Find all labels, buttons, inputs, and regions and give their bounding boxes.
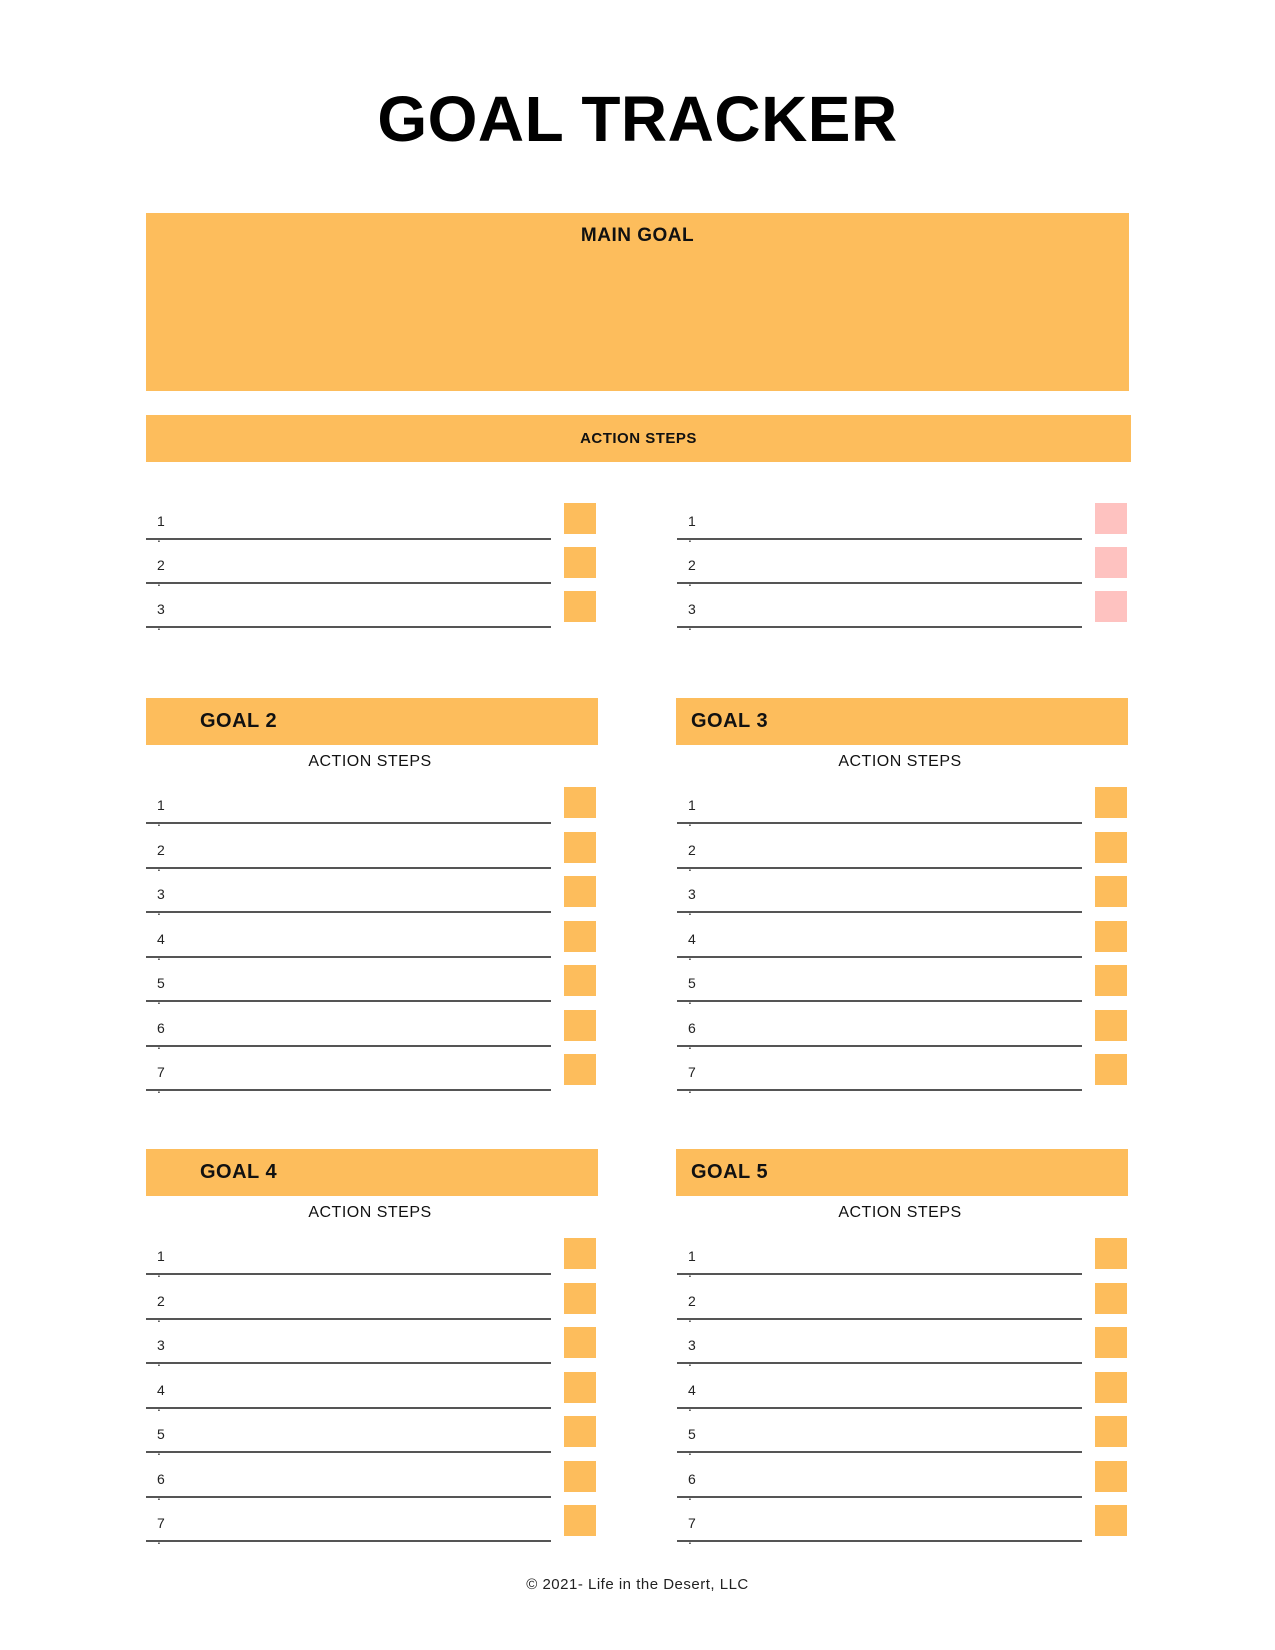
- step-number: 4 .: [157, 931, 167, 963]
- step-checkbox[interactable]: [564, 876, 596, 907]
- step-write-line[interactable]: [677, 911, 1082, 913]
- step-checkbox[interactable]: [564, 1416, 596, 1447]
- step-checkbox[interactable]: [564, 965, 596, 996]
- step-number: 4 .: [157, 1382, 167, 1414]
- step-write-line[interactable]: [677, 626, 1082, 628]
- step-number: 2 .: [157, 1293, 167, 1325]
- step-checkbox[interactable]: [1095, 591, 1127, 622]
- goal-header-bar: [146, 1149, 598, 1196]
- step-write-line[interactable]: [146, 1451, 551, 1453]
- step-number: 5 .: [157, 1426, 167, 1458]
- main-action-steps-bar: [146, 415, 1131, 462]
- step-checkbox[interactable]: [1095, 787, 1127, 818]
- step-checkbox[interactable]: [1095, 1054, 1127, 1085]
- goal-action-steps-label: ACTION STEPS: [308, 753, 432, 770]
- step-write-line[interactable]: [146, 867, 551, 869]
- step-write-line[interactable]: [146, 1362, 551, 1364]
- step-number: 1 .: [688, 513, 698, 545]
- step-write-line[interactable]: [146, 956, 551, 958]
- step-write-line[interactable]: [146, 626, 551, 628]
- step-number: 7 .: [157, 1515, 167, 1547]
- goal-action-steps-label: ACTION STEPS: [308, 1204, 432, 1221]
- step-checkbox[interactable]: [1095, 1461, 1127, 1492]
- step-write-line[interactable]: [146, 1273, 551, 1275]
- step-checkbox[interactable]: [1095, 1010, 1127, 1041]
- step-number: 4 .: [688, 931, 698, 963]
- step-write-line[interactable]: [146, 911, 551, 913]
- step-checkbox[interactable]: [564, 1283, 596, 1314]
- goal-title: GOAL 4: [200, 1161, 278, 1183]
- goal-title: GOAL 2: [200, 710, 278, 732]
- step-checkbox[interactable]: [1095, 1327, 1127, 1358]
- step-number: 7 .: [688, 1064, 698, 1096]
- step-number: 2 .: [157, 842, 167, 874]
- step-number: 2 .: [157, 557, 167, 589]
- step-write-line[interactable]: [146, 1407, 551, 1409]
- step-checkbox[interactable]: [564, 1372, 596, 1403]
- step-write-line[interactable]: [677, 1451, 1082, 1453]
- step-checkbox[interactable]: [1095, 1416, 1127, 1447]
- step-checkbox[interactable]: [564, 547, 596, 578]
- step-number: 7 .: [157, 1064, 167, 1096]
- step-number: 1 .: [157, 513, 167, 545]
- step-write-line[interactable]: [677, 1362, 1082, 1364]
- step-checkbox[interactable]: [1095, 1505, 1127, 1536]
- step-number: 2 .: [688, 557, 698, 589]
- goal-action-steps-label: ACTION STEPS: [838, 753, 962, 770]
- step-write-line[interactable]: [677, 867, 1082, 869]
- step-write-line[interactable]: [146, 1318, 551, 1320]
- step-number: 1 .: [688, 1248, 698, 1280]
- step-write-line[interactable]: [677, 1000, 1082, 1002]
- goal-title: GOAL 5: [691, 1161, 769, 1183]
- step-checkbox[interactable]: [564, 503, 596, 534]
- step-number: 4 .: [688, 1382, 698, 1414]
- step-write-line[interactable]: [677, 822, 1082, 824]
- step-checkbox[interactable]: [1095, 965, 1127, 996]
- step-number: 6 .: [157, 1020, 167, 1052]
- step-write-line[interactable]: [146, 582, 551, 584]
- step-checkbox[interactable]: [564, 921, 596, 952]
- step-checkbox[interactable]: [564, 591, 596, 622]
- step-number: 6 .: [157, 1471, 167, 1503]
- step-number: 2 .: [688, 842, 698, 874]
- step-write-line[interactable]: [677, 1540, 1082, 1542]
- main-goal-label: MAIN GOAL: [580, 225, 695, 246]
- step-number: 3 .: [688, 601, 698, 633]
- step-write-line[interactable]: [146, 538, 551, 540]
- step-number: 3 .: [157, 601, 167, 633]
- step-write-line[interactable]: [677, 1273, 1082, 1275]
- main-goal-box[interactable]: [146, 213, 1129, 391]
- step-write-line[interactable]: [146, 1540, 551, 1542]
- step-write-line[interactable]: [677, 956, 1082, 958]
- step-number: 5 .: [688, 1426, 698, 1458]
- goal-header-bar: [146, 698, 598, 745]
- step-checkbox[interactable]: [1095, 1283, 1127, 1314]
- step-checkbox[interactable]: [1095, 503, 1127, 534]
- step-checkbox[interactable]: [564, 1054, 596, 1085]
- step-write-line[interactable]: [146, 1496, 551, 1498]
- step-write-line[interactable]: [677, 1407, 1082, 1409]
- goal-header-bar: [676, 698, 1128, 745]
- step-number: 1 .: [157, 1248, 167, 1280]
- goal-title: GOAL 3: [691, 710, 769, 732]
- step-write-line[interactable]: [146, 822, 551, 824]
- main-action-steps-label: ACTION STEPS: [580, 430, 697, 447]
- page-title: GOAL TRACKER: [377, 83, 898, 155]
- step-checkbox[interactable]: [564, 1327, 596, 1358]
- step-checkbox[interactable]: [564, 832, 596, 863]
- copyright-footer: © 2021- Life in the Desert, LLC: [526, 1576, 749, 1593]
- step-checkbox[interactable]: [1095, 921, 1127, 952]
- step-number: 2 .: [688, 1293, 698, 1325]
- step-checkbox[interactable]: [564, 1238, 596, 1269]
- step-number: 1 .: [157, 797, 167, 829]
- goal-action-steps-label: ACTION STEPS: [838, 1204, 962, 1221]
- step-number: 3 .: [157, 886, 167, 918]
- step-write-line[interactable]: [146, 1000, 551, 1002]
- step-write-line[interactable]: [677, 1045, 1082, 1047]
- step-write-line[interactable]: [677, 1318, 1082, 1320]
- step-write-line[interactable]: [677, 538, 1082, 540]
- step-number: 5 .: [688, 975, 698, 1007]
- step-write-line[interactable]: [146, 1089, 551, 1091]
- goal-header-bar: [676, 1149, 1128, 1196]
- step-checkbox[interactable]: [1095, 1238, 1127, 1269]
- step-number: 5 .: [157, 975, 167, 1007]
- step-number: 7 .: [688, 1515, 698, 1547]
- step-checkbox[interactable]: [564, 1010, 596, 1041]
- step-write-line[interactable]: [146, 1045, 551, 1047]
- step-checkbox[interactable]: [564, 787, 596, 818]
- step-number: 3 .: [157, 1337, 167, 1369]
- step-checkbox[interactable]: [564, 1461, 596, 1492]
- step-number: 3 .: [688, 886, 698, 918]
- step-write-line[interactable]: [677, 1496, 1082, 1498]
- step-write-line[interactable]: [677, 1089, 1082, 1091]
- step-checkbox[interactable]: [564, 1505, 596, 1536]
- step-checkbox[interactable]: [1095, 832, 1127, 863]
- step-checkbox[interactable]: [1095, 1372, 1127, 1403]
- step-checkbox[interactable]: [1095, 547, 1127, 578]
- step-checkbox[interactable]: [1095, 876, 1127, 907]
- step-number: 3 .: [688, 1337, 698, 1369]
- step-number: 1 .: [688, 797, 698, 829]
- step-number: 6 .: [688, 1471, 698, 1503]
- step-write-line[interactable]: [677, 582, 1082, 584]
- step-number: 6 .: [688, 1020, 698, 1052]
